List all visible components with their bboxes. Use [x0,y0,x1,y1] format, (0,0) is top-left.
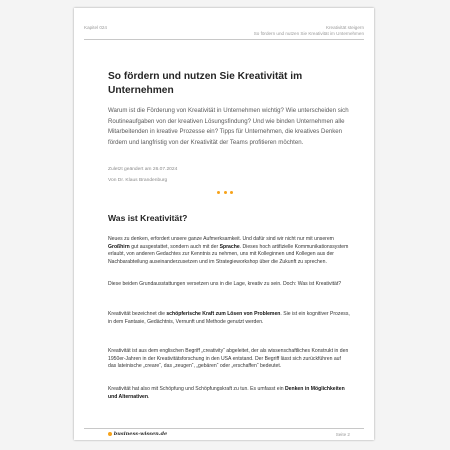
header-right [254,25,364,37]
separator-dot [224,191,227,194]
text-run: Kreativität bezeichnet die [108,311,167,317]
text-run: . Dieses hoch artifizielle Kommunikationssystem erlaubt, von anderen Gedachtes zur Kenntnis zu nehmen, uns mit Kolleginnen und Kollegen aus der Nachbarabteilung auseinanderzusetzen und im Strategieworkshop über die Zukunft zu sprechen. [108,243,349,265]
intro-paragraph: Warum ist die Förderung von Kreativität in Unternehmen wichtig? Wie unterscheiden sich Routineaufgaben von der kreativen Lösungsfindung? Und wie binden Unternehmen alle Mitarbeitenden in kreative Prozesse ein? Tipps für Unternehmen, die kreatives Denken fördern und langfristig von der Kreativität der Teams profitieren möchten. [108,107,349,146]
separator-dot [230,191,233,194]
document-page [74,8,374,440]
bold-term: Sprache [219,243,240,250]
text-run: gut ausgestattet, sondern auch mit der [129,243,220,250]
body-paragraph-3 [108,311,350,326]
brand-dot-icon [108,432,112,436]
text-run: Neues zu denken, erfordert unsere ganze Aufmerksamkeit. Und dafür sind wir nicht nur mit unserem [108,236,334,242]
brand-logo [108,430,167,438]
header-chapter: Kapitel 024 [84,25,107,30]
page-number: Seite 2 [335,432,350,437]
separator-dot [217,191,220,194]
page-title: So fördern und nutzen Sie Kreativität im Unternehmen [108,71,303,96]
three-dots-separator-icon [217,191,237,195]
section-heading: Was ist Kreativität? [108,213,188,223]
text-run: . [148,393,150,400]
body-paragraph-2: Diese beiden Grundausstattungen versetzen uns in die Lage, kreativ zu sein. Doch: Was ist Kreativität? [108,281,342,287]
text-run: Kreativität hat also mit Schöpfung und Schöpfungskraft zu tun. Es umfasst ein [108,386,285,392]
author-line: Von Dr. Klaus Brandenburg [108,178,168,183]
brand-name: business-wissen.de [113,431,168,437]
footer-divider [84,428,364,429]
body-paragraph-4: Kreativität ist aus dem englischen Begriff „creativity“ abgeleitet, der als wissenschaftliches Konstrukt in den 1950er-Jahren in der Kreativitätsforschung in den USA entstand. Der Begriff lässt sich zurückführen auf das lateinische „creare“, das „zeugen“, „gebären“ oder „erschaffen“ bedeutet. [108,348,349,370]
last-updated: Zuletzt geändert am 26.07.2024 [108,167,178,172]
bold-term: schöpferische Kraft zum Lösen von Problemen [166,311,281,317]
bold-term: Denken in Möglichkeiten und Alternativen [108,386,345,400]
header-topic: Kreativität steigern [325,25,364,30]
text-run: . Sie ist ein kognitiver Prozess, in dem Fantasie, Gedächtnis, Vernunft und Methode genutzt werden. [108,311,350,325]
body-paragraph-1 [108,236,350,266]
bold-term: Großhirn [108,243,130,250]
body-paragraph-5 [108,386,350,401]
header-article-title: So fördern und nutzen Sie Kreativität im Unternehmen [253,30,364,36]
header-divider [84,39,364,40]
